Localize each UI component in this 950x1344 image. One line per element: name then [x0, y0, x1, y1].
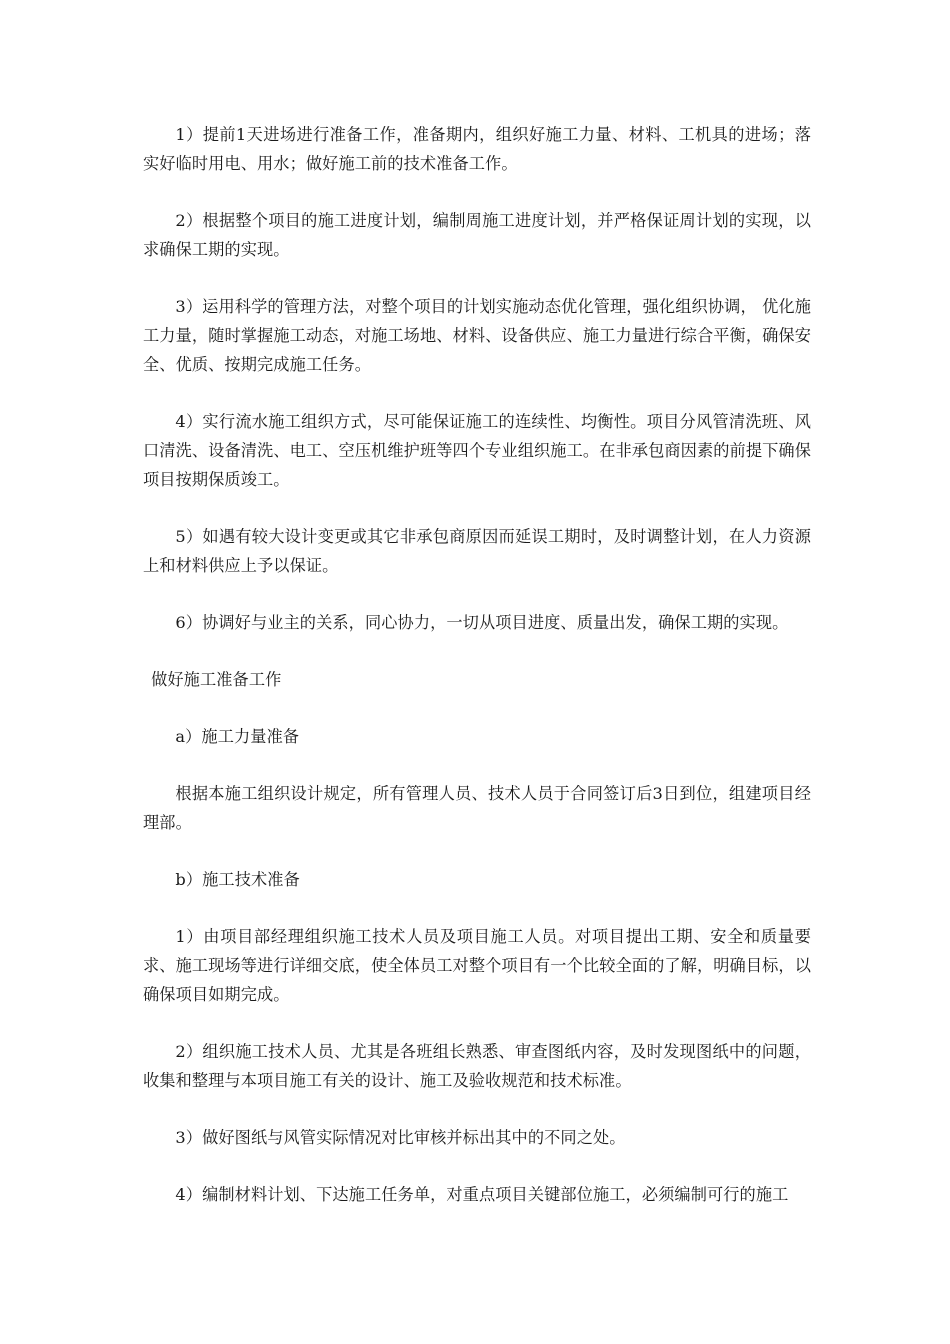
subheading-a: a）施工力量准备: [175, 727, 300, 746]
paragraph-6: 6）协调好与业主的关系，同心协力，一切从项目进度、质量出发，确保工期的实现。: [175, 613, 789, 632]
paragraph-2: 2）根据整个项目的施工进度计划，编制周施工进度计划，并严格保证周计划的实现，以求确保工期的实现。: [143, 211, 811, 259]
paragraph-10: 3）做好图纸与风管实际情况对比审核并标出其中的不同之处。: [175, 1128, 626, 1147]
paragraph-11: 4）编制材料计划、下达施工任务单，对重点项目关键部位施工，必须编制可行的施工: [175, 1185, 789, 1204]
paragraph-9: 2）组织施工技术人员、尤其是各班组长熟悉、审查图纸内容，及时发现图纸中的问题，收集和整理与本项目施工有关的设计、施工及验收规范和技术标准。: [143, 1042, 811, 1090]
subheading-b: b）施工技术准备: [175, 870, 300, 889]
document-body: [143, 120, 811, 1237]
paragraph-3: 3）运用科学的管理方法，对整个项目的计划实施动态优化管理，强化组织协调， 优化施工力量，随时掌握施工动态，对施工场地、材料、设备供应、施工力量进行综合平衡，确保安全、优质、按期完成施工任务。: [143, 297, 811, 374]
paragraph-4: 4）实行流水施工组织方式，尽可能保证施工的连续性、均衡性。项目分风管清洗班、风口清洗、设备清洗、电工、空压机维护班等四个专业组织施工。在非承包商因素的前提下确保项目按期保质竣工。: [143, 412, 811, 489]
paragraph-8: 1）由项目部经理组织施工技术人员及项目施工人员。对项目提出工期、安全和质量要求、施工现场等进行详细交底，使全体员工对整个项目有一个比较全面的了解，明确目标，以确保项目如期完成。: [143, 927, 811, 1004]
paragraph-7: 根据本施工组织设计规定，所有管理人员、技术人员于合同签订后3日到位，组建项目经理部。: [143, 784, 811, 832]
paragraph-5: 5）如遇有较大设计变更或其它非承包商原因而延误工期时，及时调整计划，在人力资源上和材料供应上予以保证。: [143, 527, 811, 575]
paragraph-1: 1）提前1天进场进行准备工作，准备期内，组织好施工力量、材料、工机具的进场；落实好临时用电、用水；做好施工前的技术准备工作。: [143, 125, 811, 173]
section-heading: 做好施工准备工作: [151, 670, 282, 689]
